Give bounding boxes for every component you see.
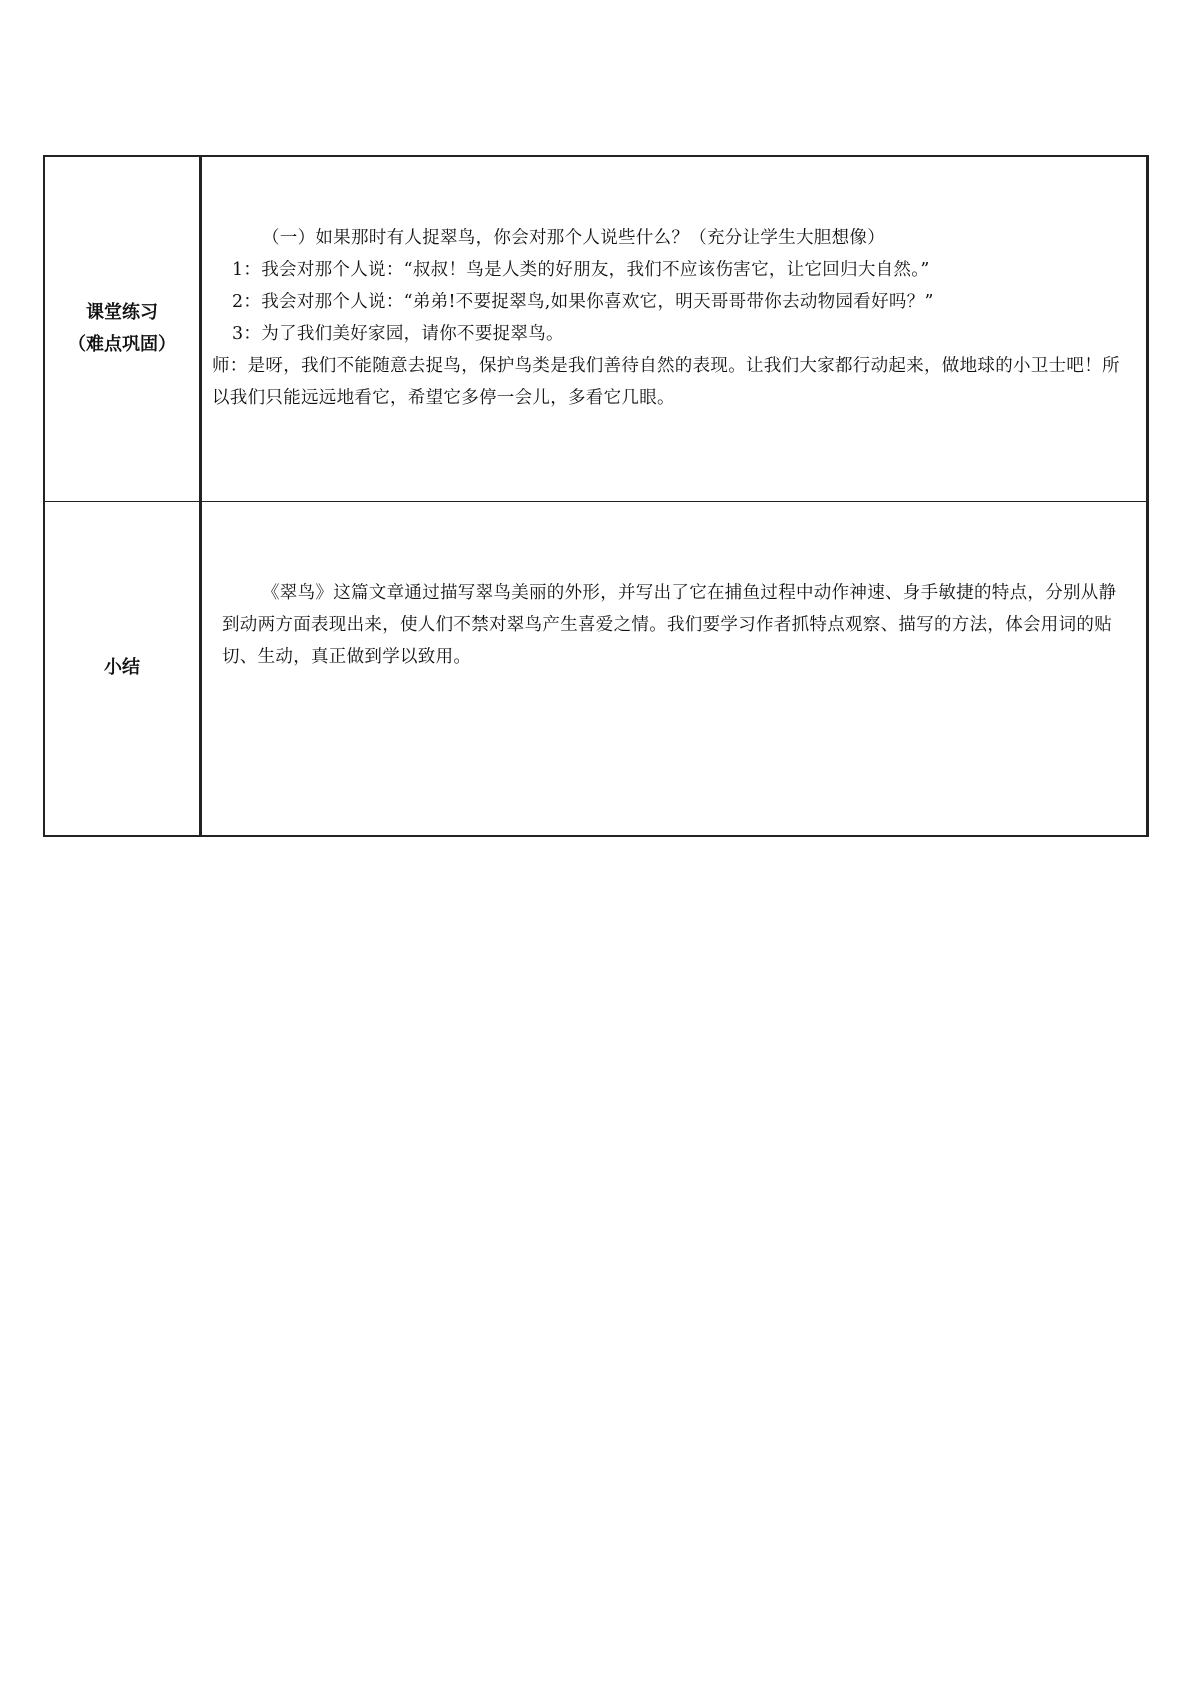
practice-question: （一）如果那时有人捉翠鸟，你会对那个人说些什么？（充分让学生大胆想像） [262,228,885,248]
label-cell-summary [44,501,201,836]
label-cell-practice [44,156,201,501]
lesson-plan-table [43,155,1149,837]
label-practice-line1: 课堂练习 [86,301,158,323]
practice-answer-1: 1：我会对那个人说：“叔叔！鸟是人类的好朋友，我们不应该伤害它，让它回归大自然。” [232,260,930,280]
label-practice-line2: （难点巩固） [68,333,176,355]
summary-content [202,502,1146,673]
content-cell-summary [201,501,1148,836]
practice-answer-2: 2：我会对那个人说：“弟弟!不要捉翠鸟,如果你喜欢它，明天哥哥带你去动物园看好吗？” [232,292,934,312]
label-summary: 小结 [104,657,140,679]
teacher-remark: 师：是呀，我们不能随意去捉鸟，保护鸟类是我们善待自然的表现。让我们大家都行动起来，做地球的小卫士吧！所以我们只能远远地看它，希望它多停一会儿，多看它几眼。 [212,356,1120,408]
table-row-practice [44,156,1148,501]
practice-answer-3: 3：为了我们美好家园，请你不要捉翠鸟。 [232,324,564,344]
table-row-summary [44,501,1148,836]
practice-content [202,157,1146,414]
content-cell-practice [201,156,1148,501]
summary-paragraph: 《翠鸟》这篇文章通过描写翠鸟美丽的外形，并写出了它在捕鱼过程中动作神速、身手敏捷的特点，分别从静到动两方面表现出来，使人们不禁对翠鸟产生喜爱之情。我们要学习作者抓特点观察、描写的方法，体会用词的贴切、生动，真正做到学以致用。 [222,582,1117,667]
